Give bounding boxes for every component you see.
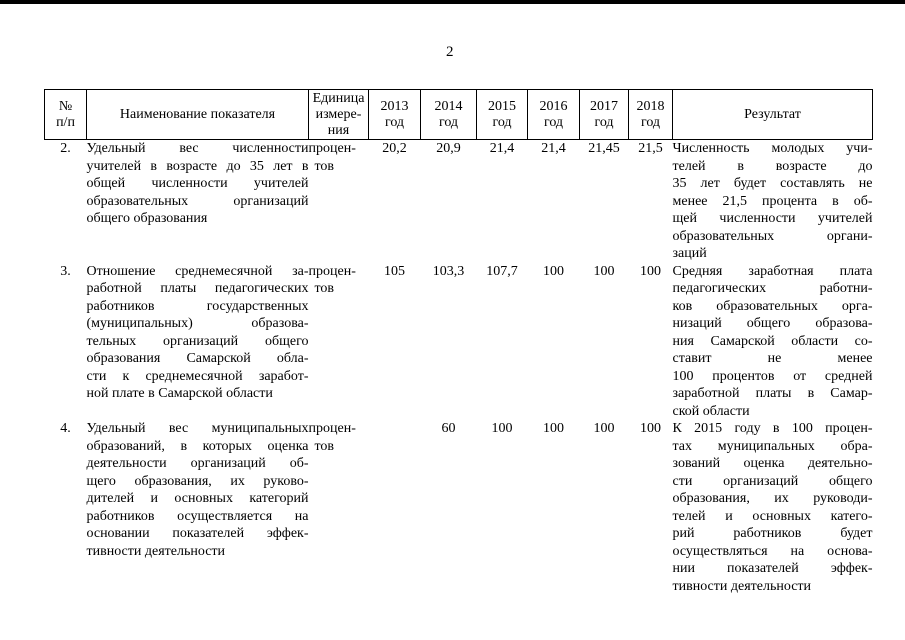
header-unit-line: измере-: [315, 106, 362, 122]
value-2016: 100: [543, 263, 564, 279]
header-year: 2013: [380, 98, 409, 114]
result-line: ния Самарской области со-: [672, 333, 873, 349]
header-num-line: №: [58, 98, 73, 114]
unit-line: процен-: [308, 263, 356, 279]
header-year: 2016: [539, 98, 568, 114]
indicator-name-line: Удельный вес муниципальных: [86, 421, 309, 436]
header-year: 2015: [488, 98, 516, 114]
indicator-name-line: щего образования, их руково-: [86, 473, 309, 489]
result-line: К 2015 году в 100 процен-: [672, 421, 873, 436]
table-header-row: [45, 90, 873, 140]
value-2015: 21,4: [489, 141, 515, 156]
value-2018: 21,5: [638, 141, 663, 156]
header-year-unit: год: [384, 114, 405, 130]
result-cell: [673, 263, 873, 421]
value-2016: 21,4: [541, 141, 566, 156]
indicator-name-line: тивности деятельности: [86, 543, 226, 559]
result-line: осуществляться на основа-: [672, 543, 873, 559]
header-year-2016: [528, 90, 580, 140]
result-line: заработной платы в Самар-: [672, 386, 873, 401]
header-year-unit: год: [594, 114, 614, 130]
indicator-name-line: образований, в которых оценка: [86, 438, 309, 454]
indicator-name-line: Отношение среднемесячной за-: [86, 263, 309, 279]
value-2014: 20,9: [436, 141, 461, 156]
unit-line: тов: [314, 158, 335, 174]
indicator-name-line: тельных организаций общего: [86, 333, 309, 349]
value-2018: 100: [640, 263, 661, 279]
unit-line: процен-: [308, 141, 356, 156]
result-line: заций: [672, 246, 707, 261]
indicator-name-line: общего образования: [86, 211, 208, 226]
value-2016: 100: [543, 421, 564, 436]
result-line: зований оценка деятельно-: [672, 456, 873, 471]
value-2018: 100: [640, 421, 661, 436]
result-line: Средняя заработная плата: [672, 263, 873, 279]
value-2013: [369, 420, 421, 600]
result-line: образовательных органи-: [672, 228, 873, 244]
header-num: [45, 90, 87, 140]
row-number: 2.: [60, 141, 71, 156]
value-2014: 60: [441, 421, 456, 436]
indicator-name-line: сти к среднемесячной заработ-: [86, 368, 309, 384]
value-2017: 100: [593, 263, 615, 279]
header-year-unit: год: [492, 114, 512, 130]
top-border-line: [0, 0, 905, 4]
header-result: Результат: [673, 90, 873, 140]
result-line: 35 лет будет составлять не: [672, 176, 873, 191]
indicator-name: [87, 420, 309, 600]
page-number: 2: [446, 44, 454, 60]
header-unit-line: Единица: [312, 90, 365, 106]
result-line: ков образовательных орга-: [672, 298, 873, 314]
indicator-name-line: деятельности организаций об-: [86, 456, 309, 471]
unit-cell: [309, 420, 369, 600]
result-cell: [673, 420, 873, 600]
result-line: педагогических работни-: [672, 281, 873, 296]
result-line: менее 21,5 процента в об-: [672, 193, 873, 209]
unit-line: тов: [314, 281, 335, 296]
indicator-name-line: (муниципальных) образова-: [86, 316, 309, 331]
value-2017: 21,45: [588, 141, 620, 156]
header-year-unit: год: [438, 114, 459, 130]
value-2017: 100: [593, 421, 615, 436]
indicator-name-line: Удельный вес численности: [86, 141, 309, 156]
indicator-name-line: основании показателей эффек-: [86, 526, 309, 541]
header-year-2014: [421, 90, 477, 140]
indicator-name-line: общей численности учителей: [86, 176, 309, 191]
indicator-name-line: образования Самарской обла-: [86, 351, 309, 366]
value-2013: 105: [384, 263, 405, 279]
indicator-name-line: дителей и основных категорий: [86, 491, 309, 506]
header-unit: [309, 90, 369, 140]
header-year: 2018: [636, 98, 665, 114]
indicator-name: [87, 140, 309, 263]
table-row: [45, 140, 873, 263]
result-cell: [673, 140, 873, 263]
result-line: тивности деятельности: [672, 578, 812, 594]
indicator-name-line: работной платы педагогических: [86, 281, 309, 296]
indicators-table: [44, 89, 873, 600]
indicator-name-line: учителей в возрасте до 35 лет в: [86, 158, 309, 174]
unit-cell: [309, 263, 369, 421]
value-2013: 20,2: [382, 141, 407, 156]
result-line: ской области: [672, 403, 750, 419]
value-2014: 103,3: [432, 263, 465, 279]
row-number: 3.: [60, 263, 71, 279]
header-year-2018: [629, 90, 673, 140]
unit-cell: [309, 140, 369, 263]
header-year-2013: [369, 90, 421, 140]
unit-line: процен-: [308, 421, 356, 436]
header-year-2017: [580, 90, 629, 140]
result-line: Численность молодых учи-: [672, 141, 873, 156]
header-num-line: п/п: [56, 114, 75, 130]
row-number: 4.: [60, 421, 71, 436]
header-unit-line: ния: [327, 122, 350, 138]
indicator-name-line: образовательных организаций: [86, 193, 309, 209]
result-line: низаций общего образова-: [672, 316, 873, 331]
header-year: 2017: [590, 98, 618, 114]
indicator-name-line: работников государственных: [86, 298, 309, 314]
table-row: [45, 420, 873, 600]
indicator-name: [87, 263, 309, 421]
header-year-unit: год: [543, 114, 564, 130]
result-line: тах муниципальных обра-: [672, 438, 873, 454]
result-line: образования, их руководи-: [672, 491, 873, 506]
header-name: Наименование показателя: [87, 90, 309, 140]
result-line: рий работников будет: [672, 526, 873, 541]
result-line: щей численности учителей: [672, 211, 873, 226]
value-2015: 107,7: [486, 263, 518, 279]
result-line: 100 процентов от средней: [672, 368, 873, 384]
indicator-name-line: работников осуществляется на: [86, 508, 309, 524]
table-row: [45, 263, 873, 421]
result-line: телей в возрасте до: [672, 158, 873, 174]
result-line: телей и основных катего-: [672, 508, 873, 524]
value-2015: 100: [491, 421, 513, 436]
unit-line: тов: [314, 438, 335, 454]
header-year-2015: [477, 90, 528, 140]
result-line: нии показателей эффек-: [672, 561, 873, 576]
header-year-unit: год: [640, 114, 661, 130]
header-year: 2014: [434, 98, 463, 114]
result-line: сти организаций общего: [672, 473, 873, 489]
indicator-name-line: ной плате в Самарской области: [86, 386, 273, 401]
result-line: ставит не менее: [672, 351, 873, 366]
